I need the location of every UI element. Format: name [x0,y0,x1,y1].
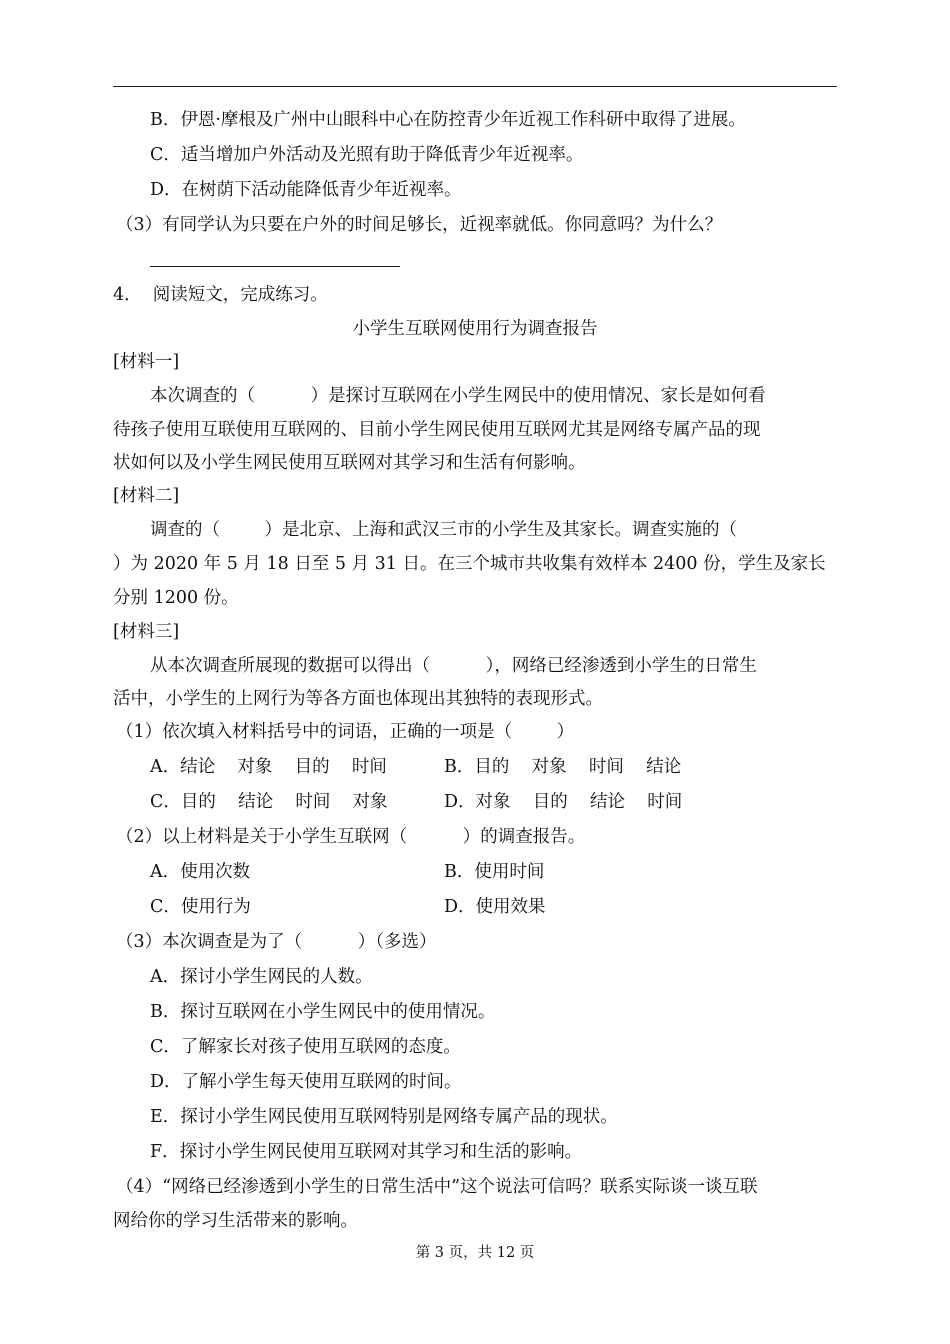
subquestion-1-stem: （1）依次填入材料括号中的词语，正确的一项是（ ） [116,722,575,742]
subquestion-3-option-f: F．探讨小学生网民使用互联网对其学习和生活的影响。 [150,1142,583,1162]
material-2-line-3: 分别 1200 份。 [113,588,239,608]
subquestion-2-option-b: B．使用时间 [444,862,545,882]
material-1-label: [材料一] [113,352,180,372]
question-4-heading: 4． 阅读短文，完成练习。 [113,285,328,305]
subquestion-1-option-a: A．结论 对象 目的 时间 [150,757,387,777]
page-footer: 第 3 页，共 12 页 [415,1245,535,1261]
material-1-line-2: 待孩子使用互联使用互联网的、目前小学生网民使用互联网尤其是网络专属产品的现 [113,420,761,440]
subquestion-3-option-b: B．探讨互联网在小学生网民中的使用情况。 [150,1002,496,1022]
subquestion-4-line-1: （4）“网络已经渗透到小学生的日常生活中”这个说法可信吗？联系实际谈一谈互联 [116,1177,758,1197]
prev-question-3: （3）有同学认为只要在户外的时间足够长，近视率就低。你同意吗？为什么？ [116,215,723,235]
subquestion-3-stem: （3）本次调查是为了（ ）（多选） [116,932,437,952]
material-1-line-1: 本次调查的（ ）是探讨互联网在小学生网民中的使用情况、家长是如何看 [150,386,766,406]
article-title: 小学生互联网使用行为调查报告 [352,319,598,339]
material-2-line-2: ）为 2020 年 5 月 18 日至 5 月 31 日。在三个城市共收集有效样本 2400 份，学生及家长 [113,554,826,574]
prev-option-c: C．适当增加户外活动及光照有助于降低青少年近视率。 [150,145,584,165]
material-1-line-3: 状如何以及小学生网民使用互联网对其学习和生活有何影响。 [113,453,586,473]
subquestion-4-line-2: 网给你的学习生活带来的影响。 [113,1211,358,1231]
header-rule [113,86,837,87]
answer-blank-line [150,266,400,267]
subquestion-3-option-a: A．探讨小学生网民的人数。 [150,967,373,987]
subquestion-3-option-e: E．探讨小学生网民使用互联网特别是网络专属产品的现状。 [150,1107,618,1127]
subquestion-3-option-c: C．了解家长对孩子使用互联网的态度。 [150,1037,461,1057]
subquestion-3-option-d: D．了解小学生每天使用互联网的时间。 [150,1072,462,1092]
prev-option-b: B．伊恩·摩根及广州中山眼科中心在防控青少年近视工作科研中取得了进展。 [150,110,746,130]
subquestion-2-option-a: A．使用次数 [150,862,251,882]
subquestion-2-stem: （2）以上材料是关于小学生互联网（ ）的调查报告。 [116,827,586,847]
prev-option-d: D．在树荫下活动能降低青少年近视率。 [150,180,462,200]
subquestion-2-option-c: C．使用行为 [150,897,251,917]
subquestion-1-option-c: C．目的 结论 时间 对象 [150,792,388,812]
material-3-line-2: 活中，小学生的上网行为等各方面也体现出其独特的表现形式。 [113,689,603,709]
material-3-line-1: 从本次调查所展现的数据可以得出（ ），网络已经渗透到小学生的日常生 [150,656,757,676]
subquestion-2-option-d: D．使用效果 [444,897,546,917]
subquestion-1-option-d: D．对象 目的 结论 时间 [444,792,683,812]
material-2-label: [材料二] [113,486,180,506]
subquestion-1-option-b: B．目的 对象 时间 结论 [444,757,682,777]
material-3-label: [材料三] [113,622,180,642]
material-2-line-1: 调查的（ ）是北京、上海和武汉三市的小学生及其家长。调查实施的（ [150,520,737,540]
